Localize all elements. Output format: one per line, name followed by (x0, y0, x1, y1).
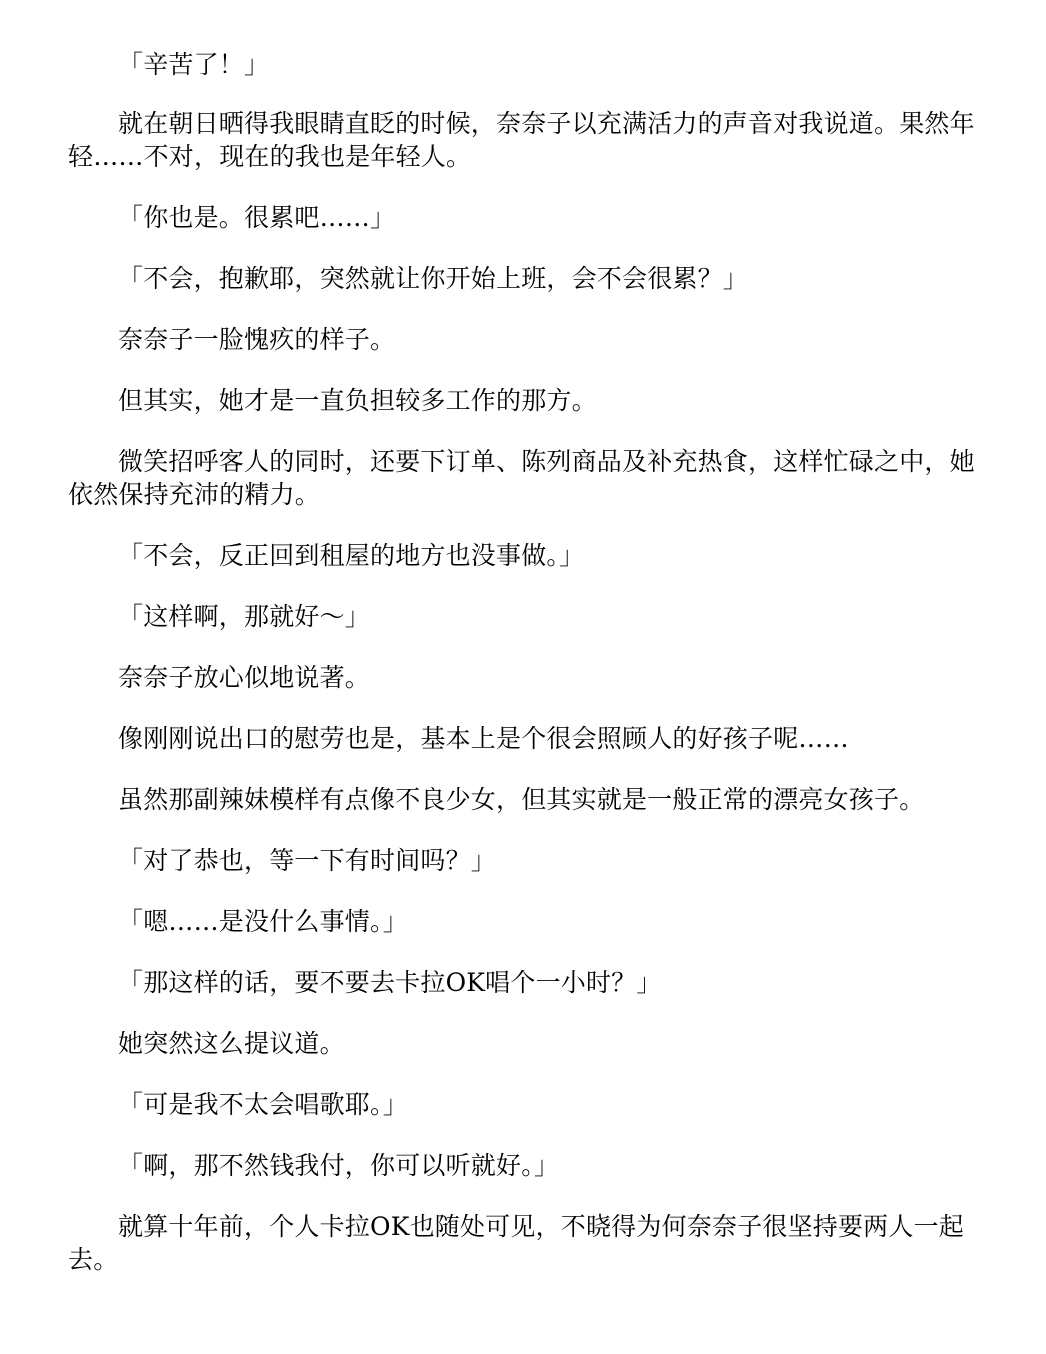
paragraph: 但其实，她才是一直负担较多工作的那方。 (118, 386, 597, 415)
paragraph: 微笑招呼客人的同时，还要下订单、陈列商品及补充热食，这样忙碌之中，她依然保持充沛的精力。 (68, 447, 975, 509)
paragraph: 奈奈子一脸愧疚的样子。 (118, 325, 396, 354)
paragraph: 奈奈子放心似地说著。 (118, 663, 371, 692)
paragraph: 像刚刚说出口的慰劳也是，基本上是个很会照顾人的好孩子呢…… (118, 724, 849, 753)
paragraph: 「不会，反正回到租屋的地方也没事做。」 (118, 541, 585, 570)
paragraph: 「辛苦了！」 (118, 50, 270, 79)
paragraph: 就算十年前，个人卡拉OK也随处可见，不晓得为何奈奈子很坚持要两人一起去。 (68, 1212, 964, 1274)
paragraph: 她突然这么提议道。 (118, 1029, 345, 1058)
paragraph: 「你也是。很累吧……」 (118, 203, 396, 232)
paragraph: 「啊，那不然钱我付，你可以听就好。」 (118, 1151, 560, 1180)
document-page (68, 48, 978, 1276)
paragraph: 「不会，抱歉耶，突然就让你开始上班，会不会很累？」 (118, 264, 749, 293)
paragraph: 「可是我不太会唱歌耶。」 (118, 1090, 408, 1119)
paragraph: 就在朝日晒得我眼睛直眨的时候，奈奈子以充满活力的声音对我说道。果然年轻……不对，现在的我也是年轻人。 (68, 109, 975, 171)
paragraph: 「对了恭也，等一下有时间吗？」 (118, 846, 497, 875)
paragraph: 「嗯……是没什么事情。」 (118, 907, 408, 936)
paragraph: 「那这样的话，要不要去卡拉OK唱个一小时？」 (118, 968, 662, 997)
paragraph: 「这样啊，那就好～」 (118, 602, 371, 631)
paragraph: 虽然那副辣妹模样有点像不良少女，但其实就是一般正常的漂亮女孩子。 (118, 785, 925, 814)
